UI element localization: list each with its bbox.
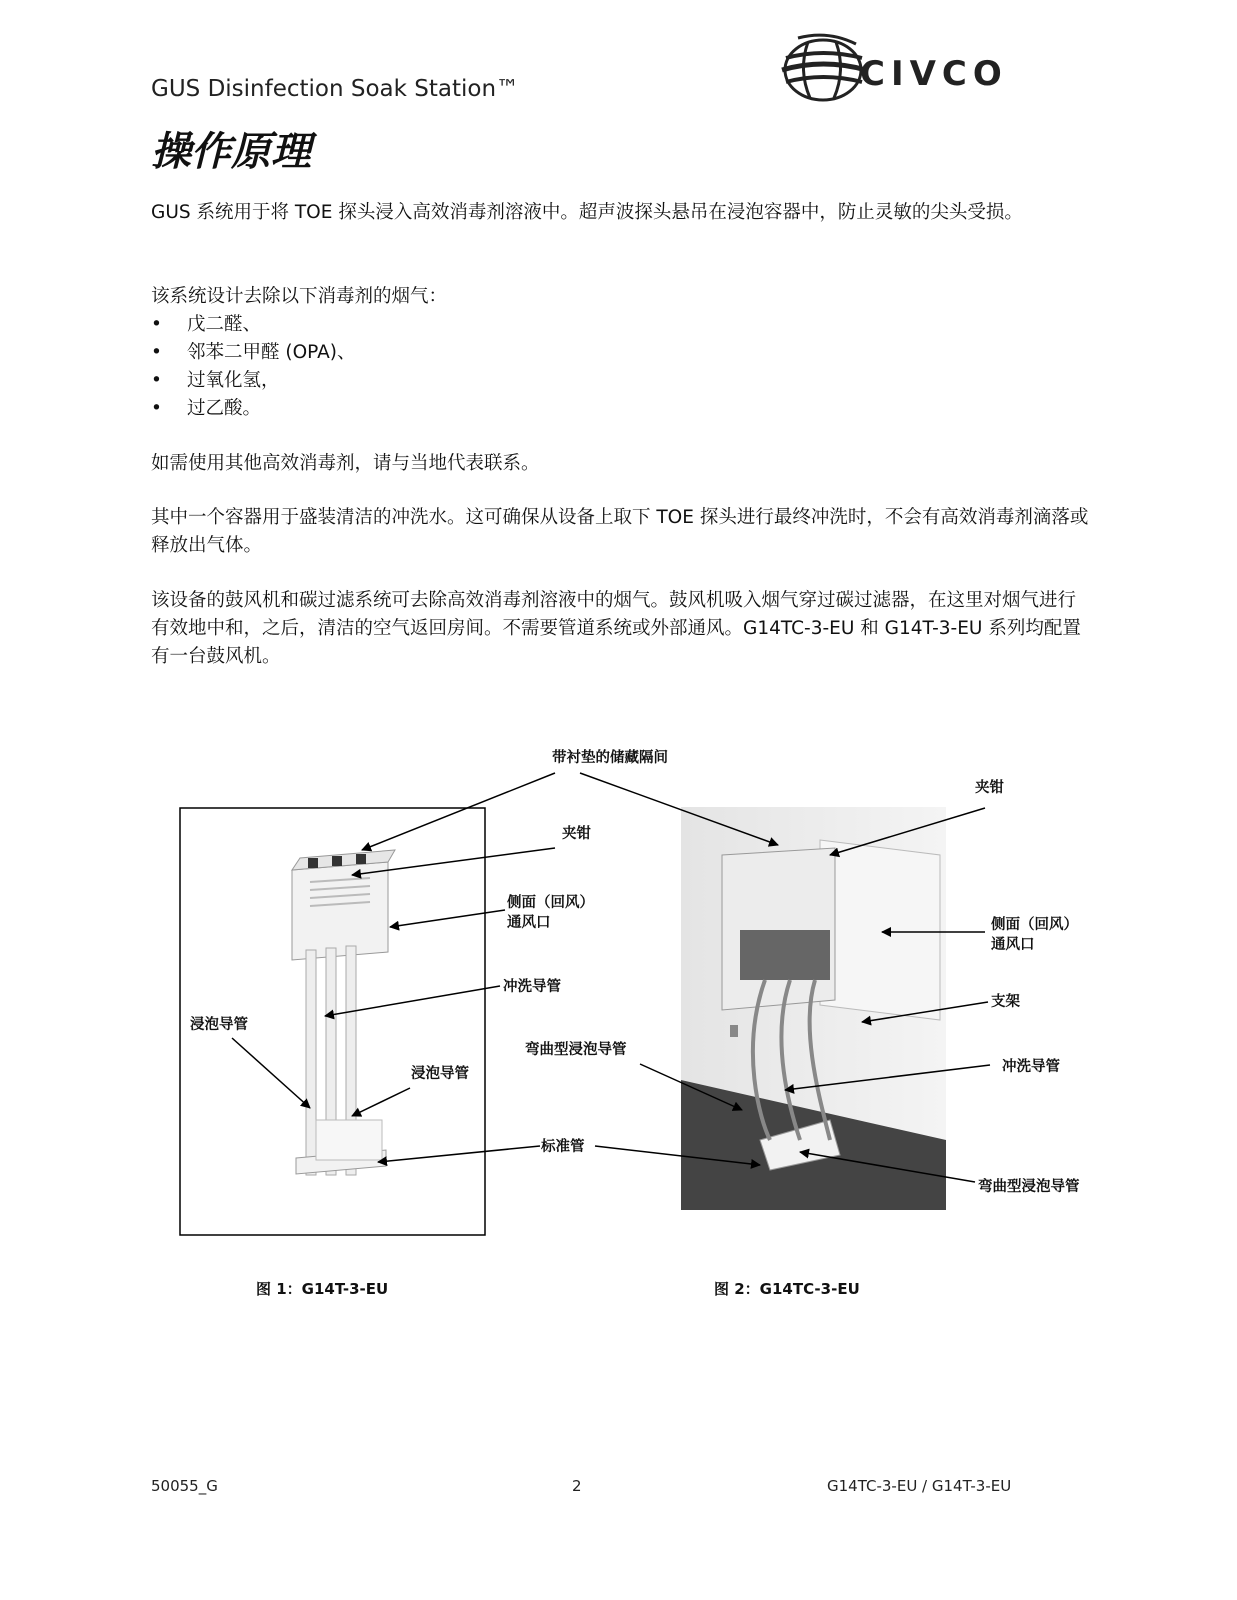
label-side-vent-left-line2: 通风口 bbox=[507, 915, 551, 931]
paragraph-intro: GUS 系统用于将 TOE 探头浸入高效消毒剂溶液中。超声波探头悬吊在浸泡容器中，防止灵敏的尖头受损。 bbox=[151, 202, 1023, 223]
label-side-vent-right-line2: 通风口 bbox=[991, 937, 1035, 953]
footer-page-number: 2 bbox=[572, 1477, 582, 1495]
label-side-vent-right-line1: 侧面（回风） bbox=[991, 917, 1078, 933]
label-curved-soak-tube-1: 弯曲型浸泡导管 bbox=[525, 1042, 627, 1058]
label-soak-tube-1: 浸泡导管 bbox=[190, 1017, 248, 1033]
label-side-vent-left-line1: 侧面（回风） bbox=[507, 895, 594, 911]
footer-models: G14TC-3-EU / G14T-3-EU bbox=[827, 1477, 1012, 1495]
logo-wordmark: CIVCO bbox=[860, 54, 1008, 94]
paragraph-fumes-intro: 该系统设计去除以下消毒剂的烟气： bbox=[151, 286, 448, 307]
paragraph-contact: 如需使用其他高效消毒剂，请与当地代表联系。 bbox=[151, 453, 540, 474]
civco-logo bbox=[778, 24, 1038, 114]
label-rinse-tube-left: 冲洗导管 bbox=[503, 979, 561, 995]
label-curved-soak-tube-2: 弯曲型浸泡导管 bbox=[978, 1179, 1080, 1195]
figure-2-caption: 图 2：G14TC-3-EU bbox=[714, 1280, 860, 1298]
list-item: • 过氧化氢， bbox=[151, 367, 356, 395]
document-header-title: GUS Disinfection Soak Station™ bbox=[151, 76, 520, 102]
label-standard-tube: 标准管 bbox=[541, 1139, 585, 1155]
label-soak-tube-2: 浸泡导管 bbox=[411, 1066, 469, 1082]
list-item: • 戊二醛、 bbox=[151, 311, 356, 339]
disinfectant-list bbox=[151, 311, 356, 423]
footer-doc-number: 50055_G bbox=[151, 1477, 218, 1495]
label-clamp-right: 夹钳 bbox=[975, 780, 1004, 796]
paragraph-blower: 该设备的鼓风机和碳过滤系统可去除高效消毒剂溶液中的烟气。鼓风机吸入烟气穿过碳过滤器，在这里对烟气进行有效地中和，之后，清洁的空气返回房间。不需要管道系统或外部通风。G14TC-3-EU 和 G14T-3-EU 系列均配置有一台鼓风机。 bbox=[151, 590, 1081, 667]
label-side-vent-right bbox=[991, 915, 1078, 955]
list-item: • 邻苯二甲醛 (OPA)、 bbox=[151, 339, 356, 367]
label-clamp-left: 夹钳 bbox=[562, 826, 591, 842]
label-bracket: 支架 bbox=[991, 994, 1020, 1010]
figures-diagram bbox=[0, 700, 1237, 1260]
label-rinse-tube-right: 冲洗导管 bbox=[1002, 1059, 1060, 1075]
figure-2-photo bbox=[681, 807, 946, 1210]
figure-1-caption: 图 1：G14T-3-EU bbox=[256, 1280, 389, 1298]
paragraph-rinse: 其中一个容器用于盛装清洁的冲洗水。这可确保从设备上取下 TOE 探头进行最终冲洗时，不会有高效消毒剂滴落或释放出气体。 bbox=[151, 507, 1089, 556]
label-storage-compartment: 带衬垫的储藏隔间 bbox=[552, 750, 668, 766]
globe-logo-icon bbox=[778, 28, 868, 108]
section-title: 操作原理 bbox=[151, 128, 311, 175]
label-side-vent-left bbox=[507, 893, 594, 933]
list-item: • 过乙酸。 bbox=[151, 395, 356, 423]
